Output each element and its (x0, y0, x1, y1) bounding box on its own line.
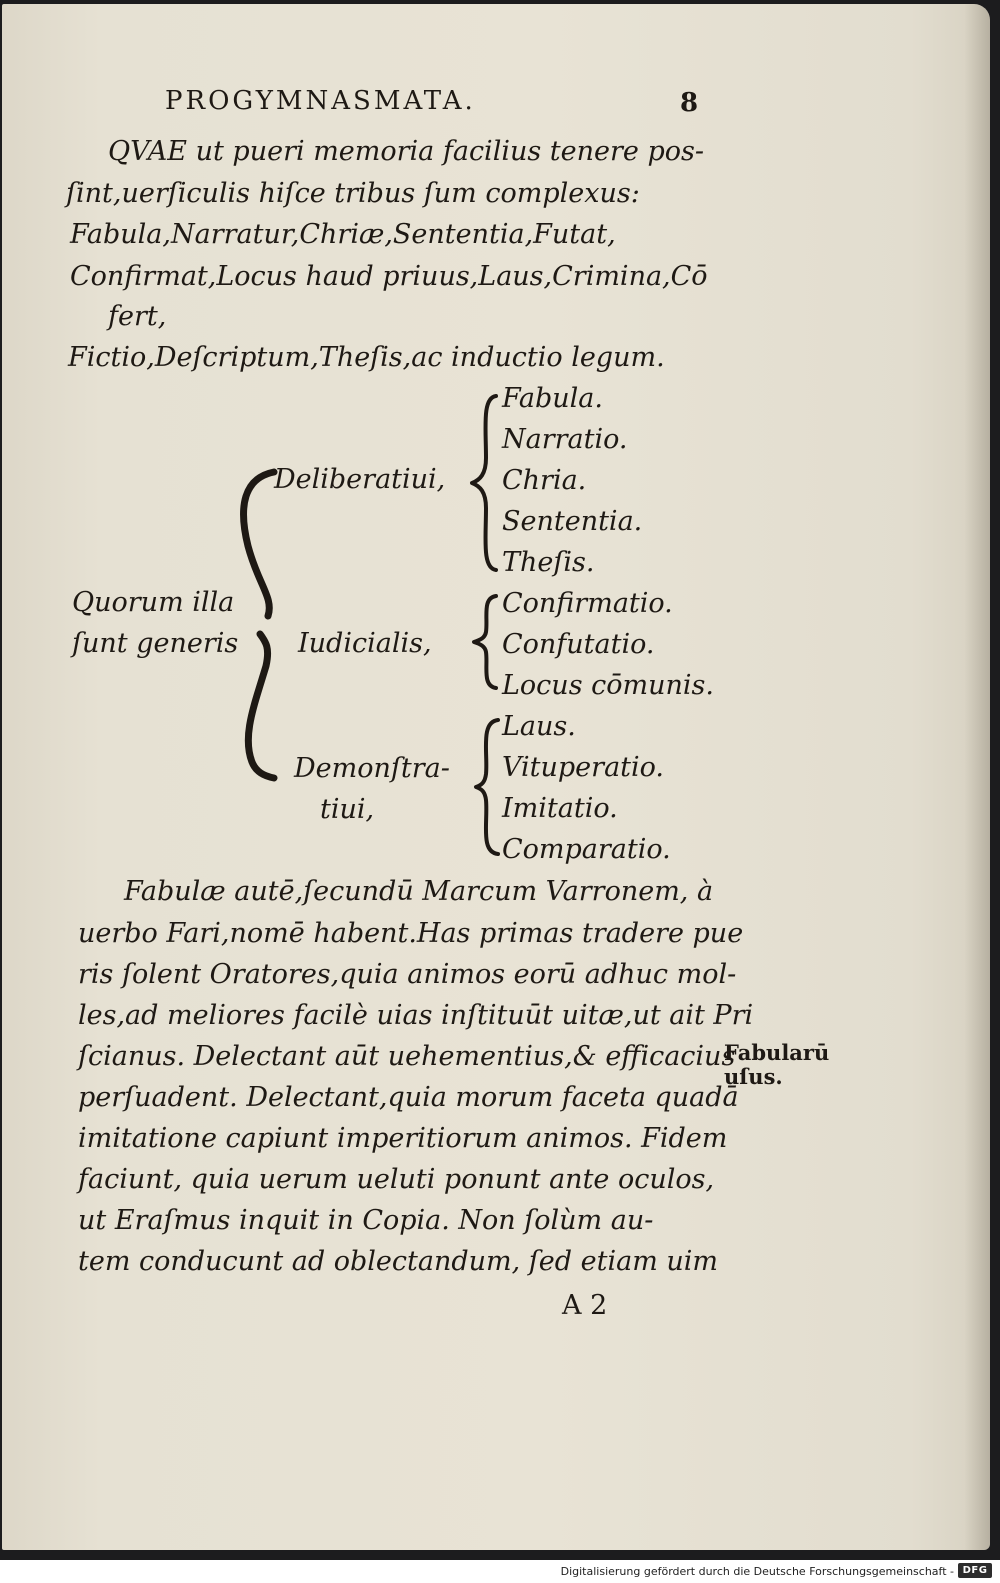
body-line: ut Eraſmus inquit in Copia. Non ſolùm au- (78, 1205, 654, 1236)
diagram-root-label: Quorum illa (72, 587, 235, 618)
book-page (2, 4, 990, 1550)
digitization-credit: Digitalisierung gefördert durch die Deutsche Forschungsgemeinschaft - (560, 1565, 954, 1578)
species-item: Laus. (502, 711, 576, 742)
margin-note-line: uſus. (724, 1064, 783, 1090)
body-line: faciunt, quia uerum ueluti ponunt ante oculos, (78, 1164, 715, 1195)
body-line: les,ad meliores facilè uias inſtituūt uitæ,ut ait Pri (78, 1000, 754, 1031)
body-line: imitatione capiunt imperitiorum animos. Fidem (78, 1123, 728, 1154)
species-item: Sententia. (502, 506, 643, 537)
species-item: Fabula. (502, 383, 603, 414)
verse-line: Fictio,Deſcriptum,Theſis,ac inductio legum. (68, 342, 665, 373)
body-line: perſuadent. Delectant,quia morum faceta quadā (78, 1082, 739, 1113)
species-item: Comparatio. (502, 834, 671, 865)
folio-mark: 8 (680, 88, 699, 118)
genus-label-iudicialis: Iudicialis, (298, 628, 432, 659)
body-line: ſcianus. Delectant aūt uehementius,& efficacius (78, 1041, 736, 1072)
intro-line: ſint,uerſiculis hiſce tribus ſum complexus: (66, 178, 640, 209)
species-item: Chria. (502, 465, 587, 496)
verse-line: Fabula,Narratur,Chriæ,Sententia,Futat, (70, 219, 616, 250)
margin-note (724, 1041, 829, 1089)
species-item: Theſis. (502, 547, 595, 578)
margin-note-line: Fabularū (724, 1040, 830, 1065)
dfg-logo: DFG (958, 1563, 992, 1578)
species-item: Locus cōmunis. (502, 670, 714, 701)
verse-line: Confirmat,Locus haud priuus,Laus,Crimina,Cō (70, 261, 708, 292)
body-line: uerbo Fari,nomē habent.Has primas tradere pue (78, 918, 744, 949)
species-item: Imitatio. (502, 793, 618, 824)
body-line: tem conducunt ad oblectandum, ſed etiam uim (78, 1246, 719, 1277)
species-item: Confutatio. (502, 629, 655, 660)
verse-line: fert, (108, 301, 167, 332)
signature-mark: A 2 (562, 1290, 608, 1321)
genus-label-deliberatiui: Deliberatiui, (274, 464, 446, 495)
body-line: ris ſolent Oratores,quia animos eorū adhuc mol- (78, 959, 737, 990)
genera-brace (230, 466, 286, 786)
running-title: PROGYMNASMATA. (165, 86, 476, 116)
intro-line: QVAE ut pueri memoria facilius tenere pos- (108, 136, 704, 167)
species-item: Vituperatio. (502, 752, 665, 783)
diagram-root-label: ſunt generis (72, 628, 239, 659)
species-brace-iudicialis (466, 592, 502, 692)
genus-label-demonstratiui: Demonſtra- (294, 753, 450, 784)
species-brace-demonstratiui (466, 714, 502, 860)
body-line: Fabulæ autē,ſecundū Marcum Varronem, à (124, 876, 714, 907)
species-item: Narratio. (502, 424, 628, 455)
species-item: Confirmatio. (502, 588, 673, 619)
species-brace-deliberatiui (466, 388, 502, 578)
genus-label-demonstratiui: tiui, (320, 794, 375, 825)
